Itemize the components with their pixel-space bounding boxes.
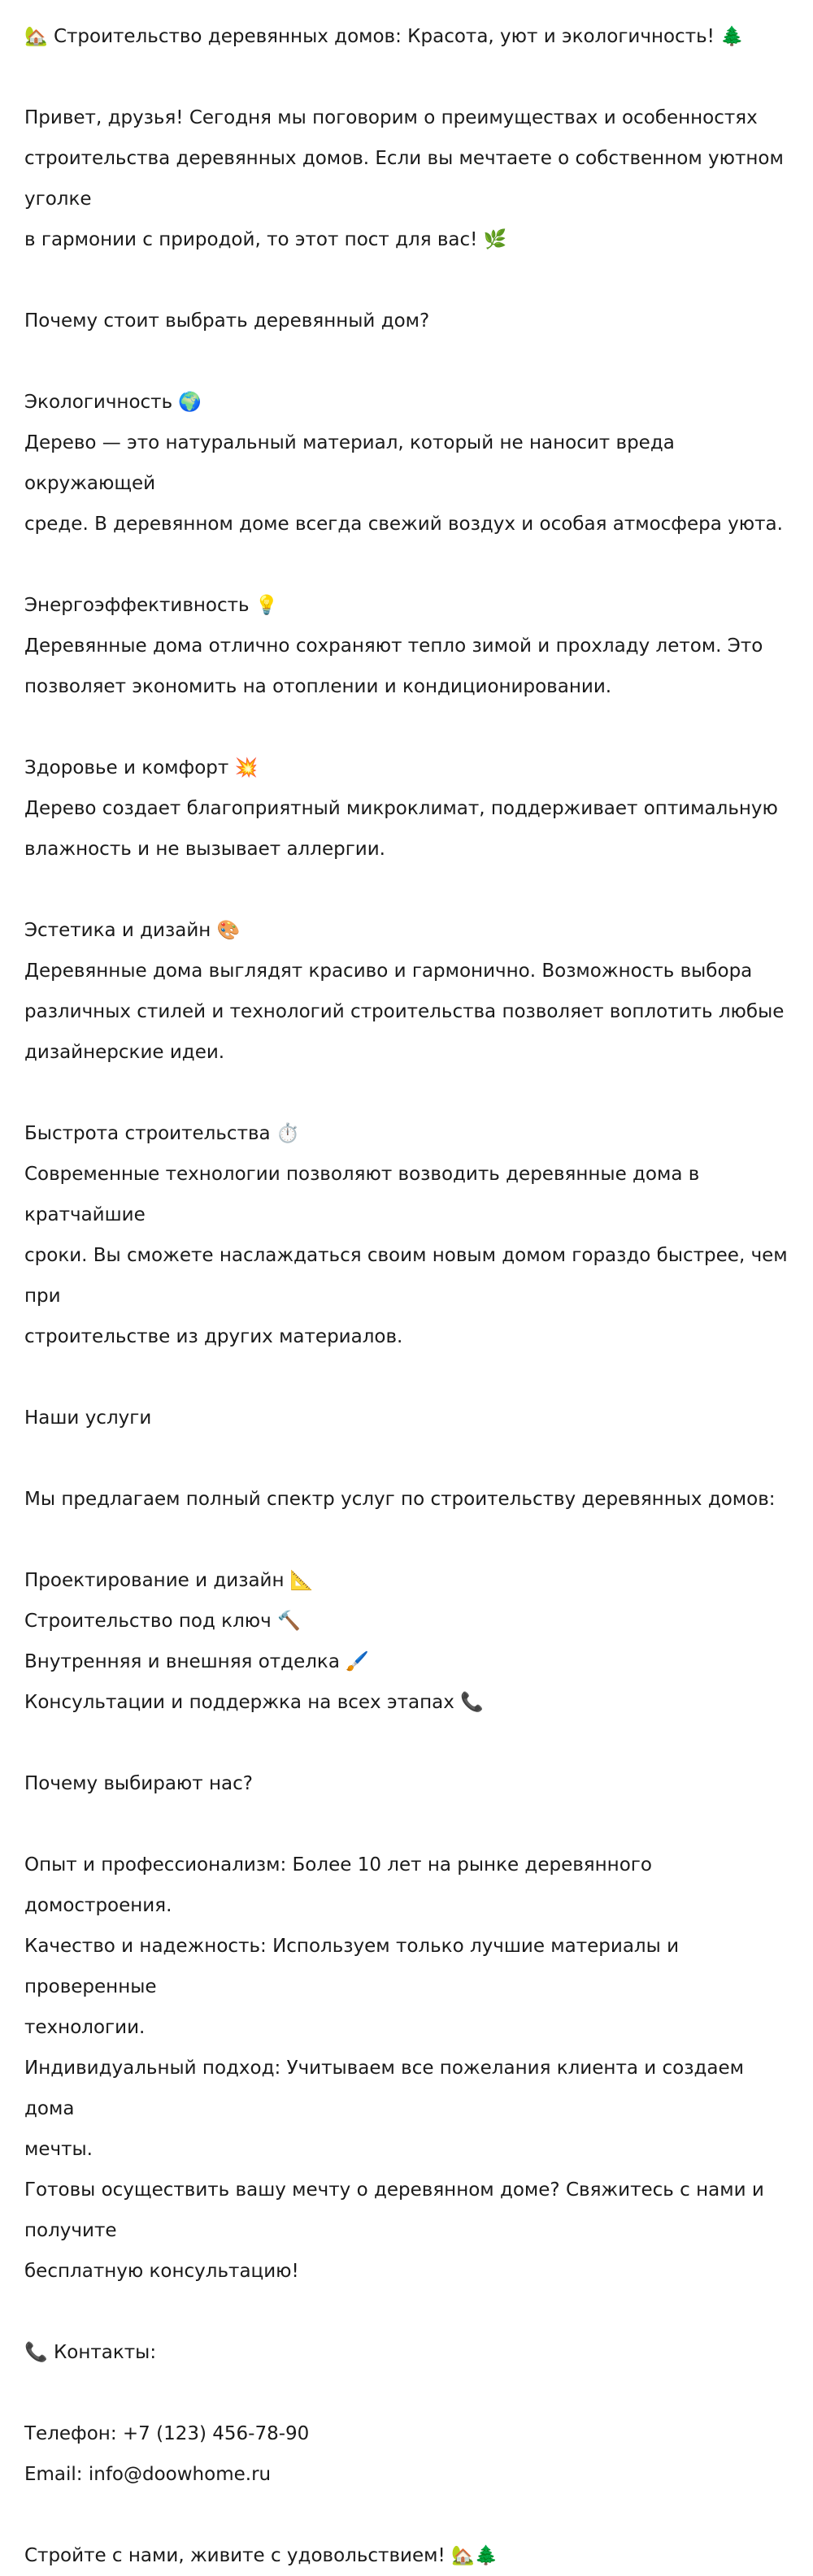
spacer xyxy=(24,1357,789,1398)
benefit-text-line: строительстве из других материалов. xyxy=(24,1326,403,1347)
contact-phone: Телефон: +7 (123) 456-78-90 xyxy=(24,2423,310,2444)
contact-email: Email: info@doowhome.ru xyxy=(24,2464,272,2485)
spacer xyxy=(24,544,789,585)
benefit-text-line: различных стилей и технологий строительства позволяет воплотить любые xyxy=(24,1001,785,1022)
benefit-text-line: дизайнерские идеи. xyxy=(24,1042,225,1063)
benefit-heading-ecology: Экологичность 🌍 xyxy=(24,392,202,413)
service-item-finishing: Внутренняя и внешняя отделка 🖌️ xyxy=(24,1651,369,1672)
spacer xyxy=(24,260,789,301)
intro-line: Привет, друзья! Сегодня мы поговорим о преимуществах и особенностях xyxy=(24,107,758,128)
section-heading-services: Наши услуги xyxy=(24,1407,152,1429)
section-heading-why: Почему стоит выбрать деревянный дом? xyxy=(24,310,430,332)
intro-line: в гармонии с природой, то этот пост для вас! 🌿 xyxy=(24,229,507,250)
spacer xyxy=(24,870,789,910)
service-item-turnkey: Строительство под ключ 🔨 xyxy=(24,1611,301,1632)
spacer xyxy=(24,2495,789,2535)
spacer xyxy=(24,1723,789,1763)
intro-line: строительства деревянных домов. Если вы мечтаете о собственном уютном уголке xyxy=(24,148,784,210)
service-item-support: Консультации и поддержка на всех этапах 📞 xyxy=(24,1692,484,1713)
spacer xyxy=(24,707,789,748)
benefit-heading-energy: Энергоэффективность 💡 xyxy=(24,595,279,616)
services-intro: Мы предлагаем полный спектр услуг по строительству деревянных домов: xyxy=(24,1489,776,1510)
choose-line: бесплатную консультацию! xyxy=(24,2261,299,2282)
section-heading-choose: Почему выбирают нас? xyxy=(24,1773,253,1794)
choose-line: Индивидуальный подход: Учитываем все пожелания клиента и создаем дома xyxy=(24,2058,744,2119)
spacer xyxy=(24,341,789,382)
spacer xyxy=(24,1520,789,1560)
closing-line: Стройте с нами, живите с удовольствием! 🏡🌲 xyxy=(24,2545,498,2566)
choose-line: Готовы осуществить вашу мечту о деревянном доме? Свяжитесь с нами и получите xyxy=(24,2179,764,2241)
contacts-heading: 📞 Контакты: xyxy=(24,2342,157,2363)
choose-line: Качество и надежность: Используем только лучшие материалы и проверенные xyxy=(24,1936,680,1997)
benefit-heading-health: Здоровье и комфорт 💥 xyxy=(24,757,259,778)
service-item-design: Проектирование и дизайн 📐 xyxy=(24,1570,314,1591)
benefit-text-line: сроки. Вы сможете наслаждаться своим новым домом гораздо быстрее, чем при xyxy=(24,1245,788,1307)
choose-line: технологии. xyxy=(24,2017,146,2038)
spacer xyxy=(24,2292,789,2332)
spacer xyxy=(24,1073,789,1113)
benefit-text-line: Дерево создает благоприятный микроклимат, поддерживает оптимальную xyxy=(24,798,778,819)
spacer xyxy=(24,1438,789,1479)
spacer xyxy=(24,2373,789,2413)
benefit-text-line: Деревянные дома выглядят красиво и гармонично. Возможность выбора xyxy=(24,961,753,982)
benefit-text-line: влажность и не вызывает аллергии. xyxy=(24,839,385,860)
post-title: 🏡 Строительство деревянных домов: Красота, уют и экологичность! 🌲 xyxy=(24,26,744,47)
benefit-heading-speed: Быстрота строительства ⏱️ xyxy=(24,1123,300,1144)
benefit-text-line: Дерево — это натуральный материал, который не наносит вреда окружающей xyxy=(24,432,675,494)
choose-line: Опыт и профессионализм: Более 10 лет на рынке деревянного домостроения. xyxy=(24,1854,652,1916)
spacer xyxy=(24,1804,789,1845)
benefit-text-line: Современные технологии позволяют возводить деревянные дома в кратчайшие xyxy=(24,1164,700,1225)
spacer xyxy=(24,57,789,98)
benefit-text-line: Деревянные дома отлично сохраняют тепло зимой и прохладу летом. Это xyxy=(24,635,763,657)
benefit-text-line: среде. В деревянном доме всегда свежий воздух и особая атмосфера уюта. xyxy=(24,514,783,535)
benefit-text-line: позволяет экономить на отоплении и кондиционировании. xyxy=(24,676,612,697)
choose-line: мечты. xyxy=(24,2139,93,2160)
benefit-heading-design: Эстетика и дизайн 🎨 xyxy=(24,920,241,941)
